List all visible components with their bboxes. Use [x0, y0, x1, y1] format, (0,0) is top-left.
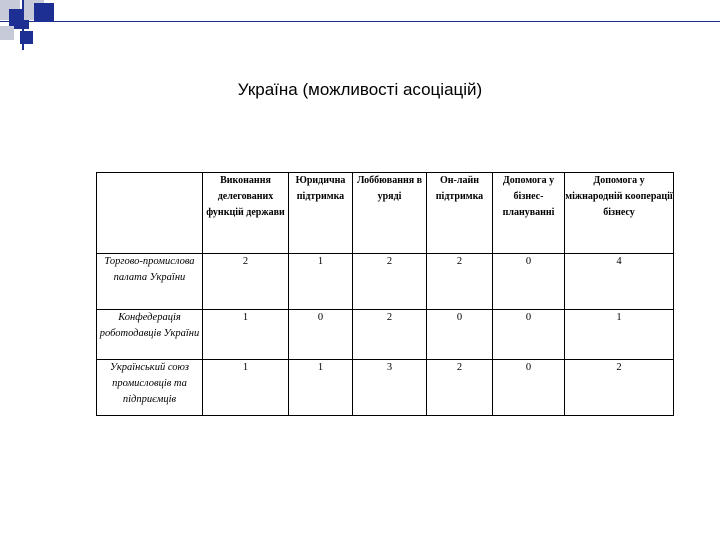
header-business-planning: Допомога у бізнес-плануванні: [493, 173, 565, 254]
cell-value: 0: [493, 254, 565, 310]
cell-value: 1: [289, 254, 353, 310]
header-online-support: Он-лайн підтримка: [427, 173, 493, 254]
cell-value: 0: [427, 310, 493, 360]
table-row: [97, 310, 674, 360]
cell-value: 0: [493, 360, 565, 416]
cell-value: 2: [427, 254, 493, 310]
cell-value: 0: [289, 310, 353, 360]
cell-value: 2: [353, 254, 427, 310]
row-label: Конфедерація роботодавців України: [97, 310, 203, 360]
table-header-row: [97, 173, 674, 254]
cell-value: 2: [353, 310, 427, 360]
row-label: Український союз промисловців та підприємців: [97, 360, 203, 416]
associations-table: [96, 172, 674, 416]
cell-value: 1: [565, 310, 674, 360]
cell-value: 1: [203, 310, 289, 360]
header-lobbying: Лоббювання в уряді: [353, 173, 427, 254]
header-delegated-functions: Виконання делегованих функцій держави: [203, 173, 289, 254]
header-legal-support: Юридична підтримка: [289, 173, 353, 254]
cell-value: 0: [493, 310, 565, 360]
header-international-cooperation: Допомога у міжнародній кооперації бізнесу: [565, 173, 674, 254]
decor-line-horizontal: [0, 21, 720, 22]
cell-value: 2: [565, 360, 674, 416]
cell-value: 1: [203, 360, 289, 416]
cell-value: 2: [203, 254, 289, 310]
header-empty: [97, 173, 203, 254]
table-row: [97, 360, 674, 416]
cell-value: 2: [427, 360, 493, 416]
row-label: Торгово-промислова палата України: [97, 254, 203, 310]
cell-value: 1: [289, 360, 353, 416]
decor-square-dark-2: [34, 3, 54, 22]
cell-value: 3: [353, 360, 427, 416]
decor-line-vertical: [22, 0, 24, 50]
decor-square-light-3: [0, 26, 14, 40]
table-row: [97, 254, 674, 310]
cell-value: 4: [565, 254, 674, 310]
page-title: Україна (можливості асоціацій): [237, 80, 483, 99]
